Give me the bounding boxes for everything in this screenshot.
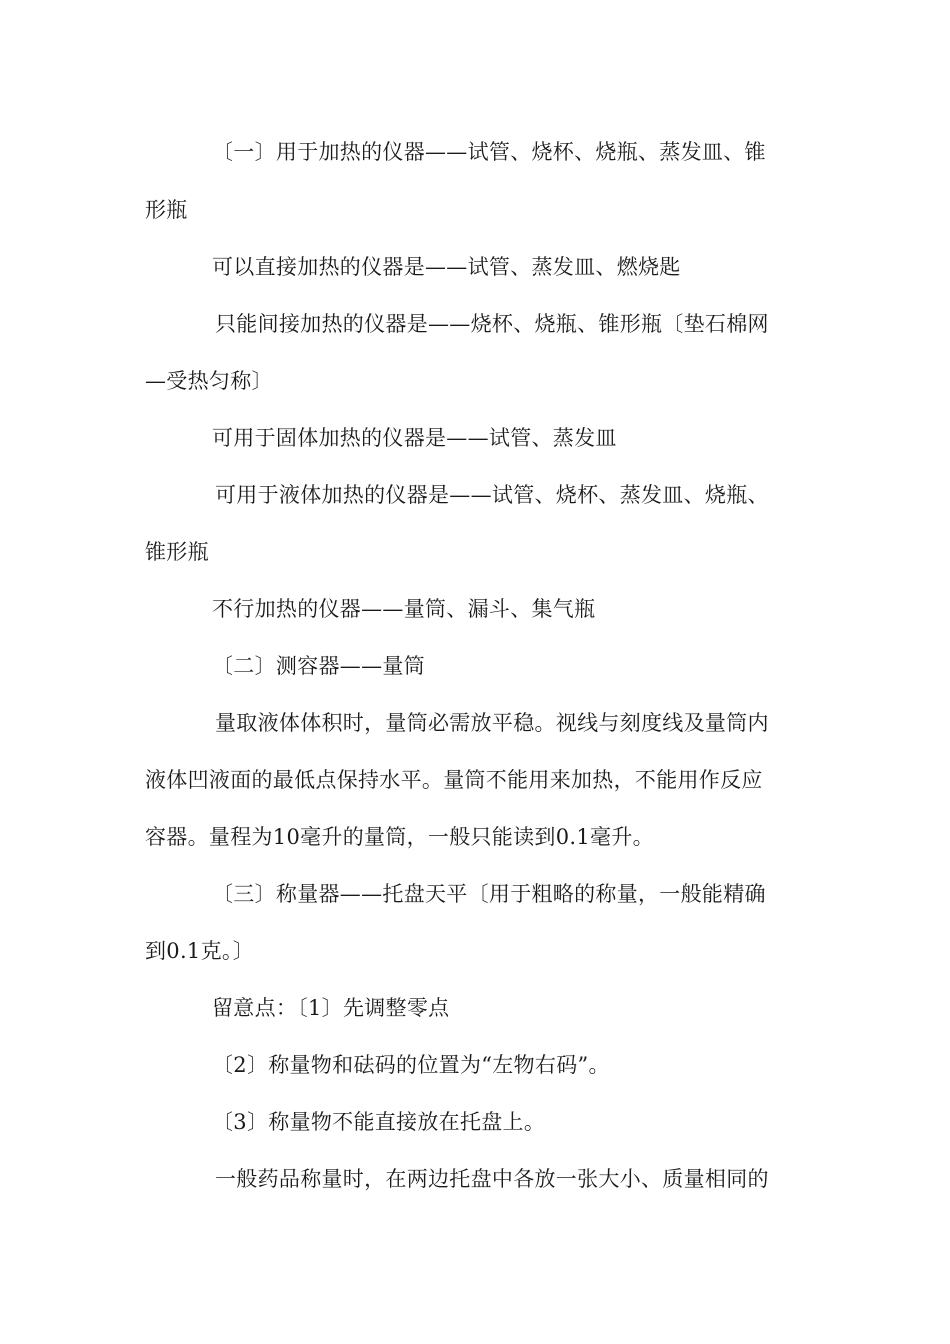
text-line: 〔3〕称量物不能直接放在托盘上。 xyxy=(212,1110,546,1134)
text-line: 留意点：〔1〕先调整零点 xyxy=(212,996,450,1020)
text-line: 只能间接加热的仪器是——烧杯、烧瓶、锥形瓶〔垫石棉网 xyxy=(215,312,769,336)
text-line: 可以直接加热的仪器是——试管、蒸发皿、燃烧匙 xyxy=(212,255,681,279)
text-line: 〔一〕用于加热的仪器——试管、烧杯、烧瓶、蒸发皿、锥 xyxy=(212,140,766,164)
text-line: 液体凹液面的最低点保持水平。量筒不能用来加热，不能用作反应 xyxy=(145,768,763,792)
section-heading: 〔二〕测容器——量筒 xyxy=(212,654,425,678)
text-line: —受热匀称〕 xyxy=(145,369,273,393)
text-line: 〔2〕称量物和砝码的位置为“左物右码”。 xyxy=(212,1053,610,1077)
section-heading: 〔三〕称量器——托盘天平〔用于粗略的称量，一般能精确 xyxy=(212,882,766,906)
text-line: 容器。量程为10毫升的量筒，一般只能读到0.1毫升。 xyxy=(145,825,654,849)
text-line: 不行加热的仪器——量筒、漏斗、集气瓶 xyxy=(212,597,596,621)
text-line: 可用于固体加热的仪器是——试管、蒸发皿 xyxy=(212,426,617,450)
text-line: 到0.1克。〕 xyxy=(145,939,254,963)
text-line: 一般药品称量时，在两边托盘中各放一张大小、质量相同的 xyxy=(215,1167,769,1191)
text-line: 形瓶 xyxy=(145,198,188,222)
text-line: 锥形瓶 xyxy=(145,540,209,564)
text-line: 量取液体体积时，量筒必需放平稳。视线与刻度线及量筒内 xyxy=(215,711,769,735)
text-line: 可用于液体加热的仪器是——试管、烧杯、蒸发皿、烧瓶、 xyxy=(215,483,769,507)
